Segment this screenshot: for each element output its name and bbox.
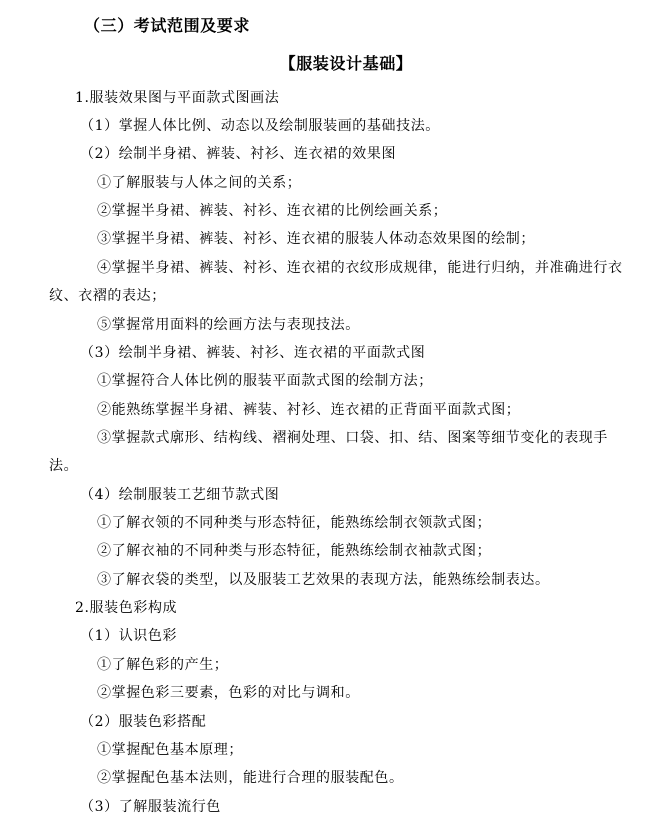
point-2-2-2: ②掌握配色基本法则，能进行合理的服装配色。: [97, 770, 404, 786]
subitem-2-2: （2）服装色彩搭配: [80, 714, 207, 730]
point-2-1-1: ①了解色彩的产生；: [97, 657, 229, 673]
section-heading: （三）考试范围及要求: [84, 16, 251, 35]
point-1-4-3: ③了解衣袋的类型，以及服装工艺效果的表现方法，能熟练绘制表达。: [97, 572, 550, 588]
point-2-1-2: ②掌握色彩三要素，色彩的对比与调和。: [97, 685, 360, 701]
item-heading-2: 2.服装色彩构成: [75, 600, 178, 616]
subitem-1-3: （3）绘制半身裙、裤装、衬衫、连衣裙的平面款式图: [80, 345, 426, 361]
point-1-4-2: ②了解衣袖的不同种类与形态特征，能熟练绘制衣袖款式图；: [97, 543, 492, 559]
subitem-1-4: （4）绘制服装工艺细节款式图: [80, 487, 280, 503]
subitem-1-1: （1）掌握人体比例、动态以及绘制服装画的基础技法。: [80, 118, 440, 134]
subitem-1-2: （2）绘制半身裙、裤装、衬衫、连衣裙的效果图: [80, 146, 397, 162]
point-1-2-4: ④掌握半身裙、裤装、衬衫、连衣裙的衣纹形成规律，能进行归纳，并准确进行衣: [97, 260, 623, 276]
point-1-3-3: ③掌握款式廓形、结构线、褶裥处理、口袋、扣、结、图案等细节变化的表现手: [97, 430, 608, 446]
point-1-3-3-cont: 法。: [49, 458, 79, 474]
subject-title: 【服装设计基础】: [279, 54, 413, 73]
item-heading-1: 1.服装效果图与平面款式图画法: [75, 90, 280, 106]
point-1-4-1: ①了解衣领的不同种类与形态特征，能熟练绘制衣领款式图；: [97, 515, 492, 531]
point-1-3-1: ①掌握符合人体比例的服装平面款式图的绘制方法；: [97, 373, 433, 389]
point-1-2-1: ①了解服装与人体之间的关系；: [97, 175, 302, 191]
point-2-2-1: ①掌握配色基本原理；: [97, 742, 243, 758]
point-1-2-2: ②掌握半身裙、裤装、衬衫、连衣裙的比例绘画关系；: [97, 203, 448, 219]
subitem-2-3: （3）了解服装流行色: [80, 799, 221, 815]
point-1-3-2: ②能熟练掌握半身裙、裤装、衬衫、连衣裙的正背面平面款式图；: [97, 402, 521, 418]
point-1-2-3: ③掌握半身裙、裤装、衬衫、连衣裙的服装人体动态效果图的绘制；: [97, 231, 535, 247]
subitem-2-1: （1）认识色彩: [80, 628, 178, 644]
point-1-2-5: ⑤掌握常用面料的绘画方法与表现技法。: [97, 317, 360, 333]
point-1-2-4-cont: 纹、衣褶的表达；: [49, 288, 166, 304]
